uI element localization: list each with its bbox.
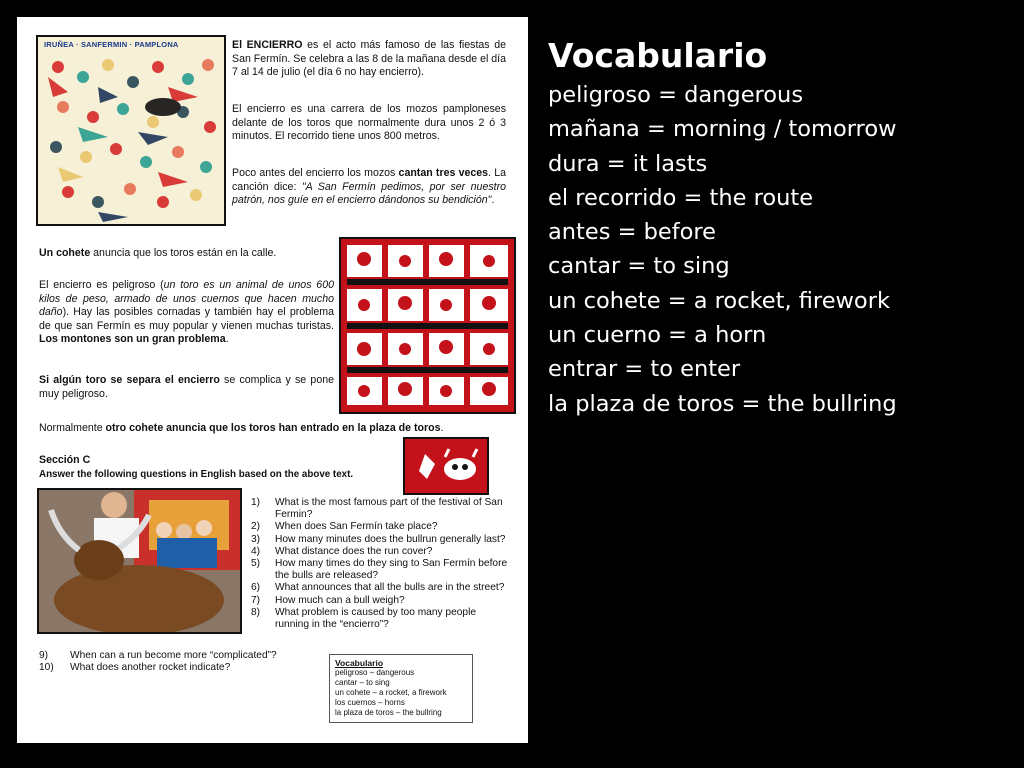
vocabulary-line: cantar = to sing (548, 253, 730, 280)
vocabulary-panel (548, 36, 897, 421)
vocabulary-box-line: la plaza de toros – the bullring (335, 708, 442, 717)
comic-grid-illustration (341, 239, 514, 412)
question-item: 4) What distance does the run cover? (251, 545, 433, 557)
paragraph-danger: El encierro es peligroso (un toro es un animal de unos 600 kilos de peso, armado de unos cuernos que hacen mucho daño). Hay las posibles cornadas y también hay el problema de que san Fermín es muy popular y vienen muchas turistas. Los montones son un gran problema. (39, 279, 334, 345)
sanfermin-comic-poster-image (339, 237, 516, 414)
question-item: 5) How many times do they sing to San Fermín before the bulls are released? (251, 558, 508, 582)
questions-list (251, 497, 511, 631)
vocabulary-line: antes = before (548, 219, 717, 246)
vocabulary-box-line: peligroso – dangerous (335, 668, 415, 677)
vocabulary-line: un cuerno = a horn (548, 322, 767, 349)
paragraph-encierro-intro: El ENCIERRO es el acto más famoso de las fiestas de San Fermín. Se celebra a las 8 de la mañana desde el día 7 al 14 de julio (el día 6 no hay encierro). (232, 39, 506, 78)
questions-list-lower (39, 650, 277, 674)
crowd-illustration (38, 37, 224, 224)
question-item: 1) What is the most famous part of the festival of San Fermin? (251, 497, 503, 521)
vocabulary-line: mañana = morning / tomorrow (548, 116, 897, 143)
section-title: Sección C (39, 454, 91, 466)
paragraph-encierro-race: El encierro es una carrera de los mozos pamploneses delante de los toros que normalmente dura unos 2 ó 3 minutos. El recorrido tiene unos 800 metros. (232, 103, 506, 142)
paragraph-song: Poco antes del encierro los mozos cantan tres veces. La canción dice: "A San Fermín pedimos, por ser nuestro patrón, nos guíe en el encierro dándonos su bendición". (232, 167, 506, 206)
bull-cartoon-illustration (405, 439, 487, 493)
vocabulary-line: peligroso = dangerous (548, 82, 804, 108)
vocabulary-line: dura = it lasts (548, 150, 708, 177)
bull-run-photo-illustration (39, 490, 240, 632)
question-item: 6) What announces that all the bulls are in the street? (251, 582, 505, 594)
paragraph-separated-bull: Si algún toro se separa el encierro se complica y se pone muy peligroso. (39, 374, 334, 400)
question-item: 10) What does another rocket indicate? (39, 662, 231, 674)
vocabulary-box-line: un cohete – a rocket, a firework (335, 688, 447, 697)
bull-cartoon-image (403, 437, 489, 495)
paragraph-rocket: Un cohete anuncia que los toros están en la calle. (39, 247, 277, 259)
vocabulary-title: Vocabulario (548, 36, 768, 75)
poster-title: IRUÑEA · SANFERMIN · PAMPLONA (44, 40, 179, 49)
paragraph-second-rocket: Normalmente otro cohete anuncia que los toros han entrado en la plaza de toros. (39, 422, 444, 434)
question-item: 2) When does San Fermín take place? (251, 521, 438, 533)
question-item: 9) When can a run become more “complicated”? (39, 650, 277, 661)
worksheet-page (17, 17, 528, 743)
vocabulary-line: la plaza de toros = the bullring (548, 390, 897, 417)
vocabulary-box-line: cantar – to sing (335, 678, 390, 687)
vocabulary-box (329, 654, 473, 723)
bull-run-photo (37, 488, 242, 634)
sanfermin-poster-image (36, 35, 226, 226)
section-instructions: Answer the following questions in English based on the above text. (39, 469, 354, 480)
vocabulary-line: entrar = to enter (548, 356, 741, 383)
question-item: 7) How much can a bull weigh? (251, 594, 405, 606)
question-item: 3) How many minutes does the bullrun generally last? (251, 533, 506, 545)
vocabulary-box-title: Vocabulario (335, 658, 384, 668)
vocabulary-line: el recorrido = the route (548, 184, 814, 211)
vocabulary-line: un cohete = a rocket, firework (548, 287, 890, 314)
question-item: 8) What problem is caused by too many people running in the “encierro”? (251, 606, 477, 631)
vocabulary-box-line: los cuernos – horns (335, 698, 405, 707)
